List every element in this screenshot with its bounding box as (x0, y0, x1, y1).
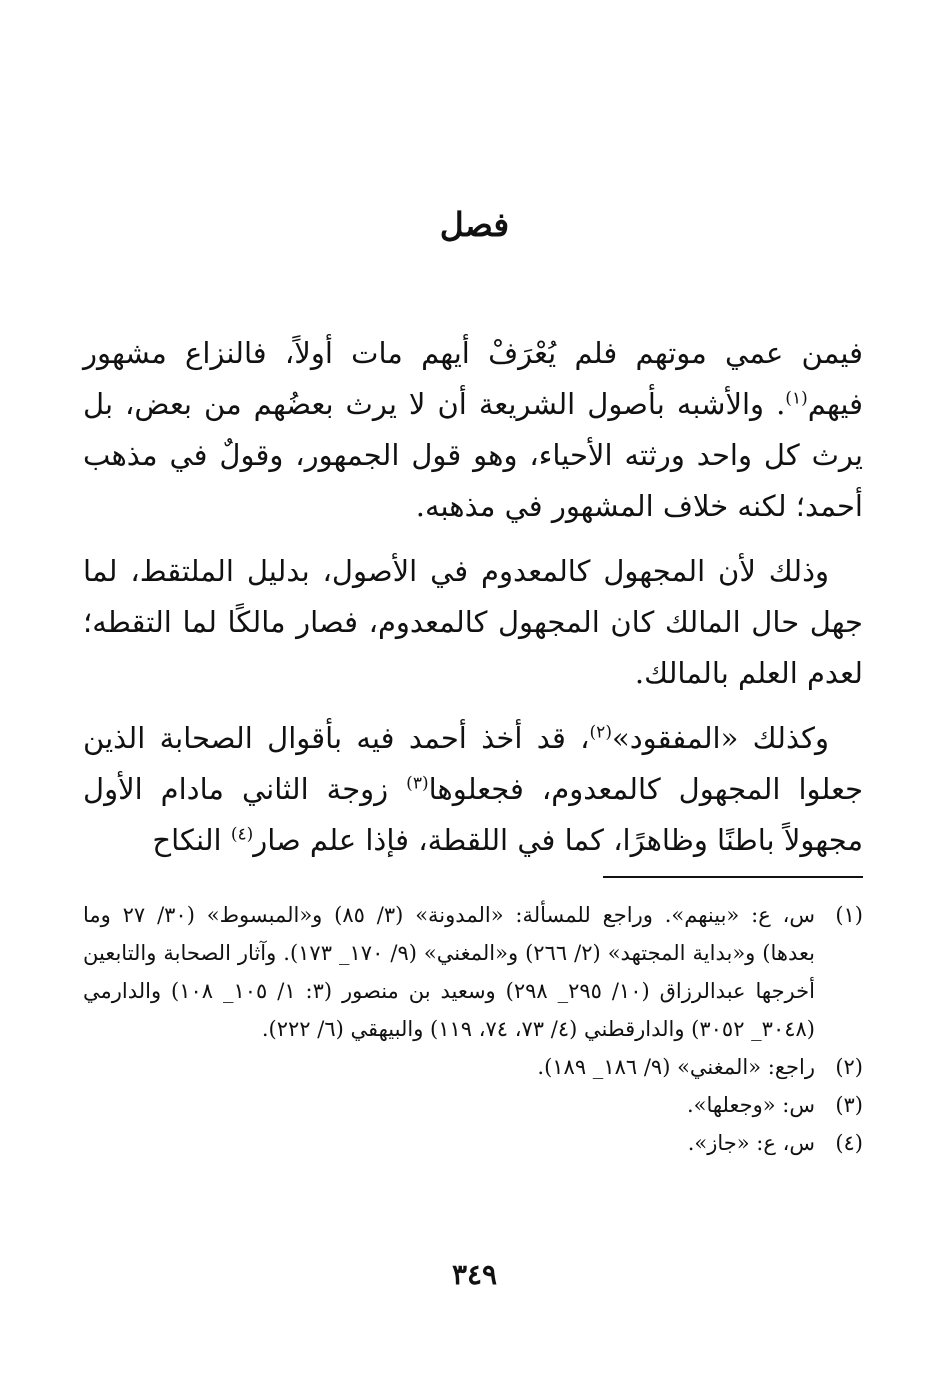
footnotes (83, 896, 863, 1162)
body-text (83, 328, 863, 880)
paragraph-2 (83, 546, 863, 699)
footnote-number: (٢) (835, 1055, 863, 1079)
paragraph-3-text-d: النكاح (152, 823, 231, 857)
footnote-number: (١) (835, 903, 863, 927)
paragraph-3 (83, 713, 863, 866)
footnote-2 (83, 1048, 863, 1086)
footnote-3 (83, 1086, 863, 1124)
footnote-text: س: «وجعلها». (686, 1093, 815, 1117)
footnote-text: راجع: «المغني» (٩/ ١٨٦_ ١٨٩). (537, 1055, 815, 1079)
footnote-ref-3: (٣) (406, 773, 429, 794)
footnote-4 (83, 1124, 863, 1162)
section-title: فصل (439, 205, 510, 244)
footnote-separator (603, 876, 863, 878)
paragraph-1-text-b: . والأشبه بأصول الشريعة أن لا يرث بعضُهم من بعض، بل يرث كل واحد ورثته الأحياء، وهو قول الجمهور، وقولٌ في مذهب أحمد؛ لكنه خلاف المشهور في مذهبه. (83, 387, 863, 523)
footnote-ref-2: (٢) (589, 722, 612, 743)
paragraph-1-text-a: فيمن عمي موتهم فلم يُعْرَفْ أيهم مات أولاً، فالنزاع مشهور فيهم (83, 336, 863, 421)
paragraph-3-text-b: ، قد أخذ أحمد فيه بأقوال الصحابة الذين جعلوا المجهول كالمعدوم، فجعلوها (83, 721, 863, 806)
page-number: ٣٤٩ (451, 1258, 498, 1291)
footnote-ref-1: (١) (785, 388, 808, 409)
paragraph-2-text: وذلك لأن المجهول كالمعدوم في الأصول، بدليل الملتقط، لما جهل حال المالك كان المجهول كالمعدوم، فصار مالكًا لما التقطه؛ لعدم العلم بالمالك. (83, 554, 863, 690)
footnote-text: س، ع: «جاز». (687, 1131, 815, 1155)
paragraph-1 (83, 328, 863, 532)
footnote-ref-4: (٤) (230, 824, 254, 845)
footnote-1 (83, 896, 863, 1048)
footnote-number: (٤) (835, 1131, 863, 1155)
footnote-text: س، ع: «بينهم». وراجع للمسألة: «المدونة» (٣/ ٨٥) و«المبسوط» (٣٠/ ٢٧ وما بعدها) و«بداية المجتهد» (٢/ ٢٦٦) و«المغني» (٩/ ١٧٠_ ١٧٣). وآثار الصحابة والتابعين أخرجها عبدالرزاق (١٠/ ٢٩٥_ ٢٩٨) وسعيد بن منصور (٣: ١/ ١٠٥_ ١٠٨) والدارمي (٣٠٤٨_ ٣٠٥٢) والدارقطني (٤/ ٧٣، ٧٤، ١١٩) والبيهقي (٦/ ٢٢٢). (83, 903, 815, 1041)
paragraph-3-text-c: زوجة الثاني مادام الأول مجهولاً باطنًا وظاهرًا، كما في اللقطة، فإذا علم صار (83, 772, 863, 857)
footnote-number: (٣) (835, 1093, 863, 1117)
paragraph-3-text-a: وكذلك «المفقود» (611, 721, 829, 755)
